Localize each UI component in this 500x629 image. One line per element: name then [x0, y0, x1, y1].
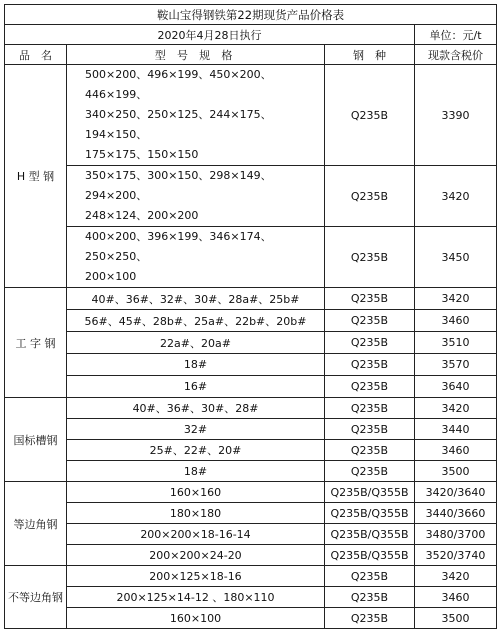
table-row — [5, 587, 497, 608]
table-row — [5, 482, 497, 503]
table-row — [5, 166, 497, 227]
grade-cell: Q235B — [325, 376, 415, 398]
price-cell: 3390 — [415, 65, 497, 166]
spec-cell: 200×200×18-16-14 — [67, 524, 325, 545]
spec-cell: 16# — [67, 376, 325, 398]
table-row — [5, 503, 497, 524]
spec-cell: 200×125×18-16 — [67, 566, 325, 587]
spec-line: 175×175、150×150 — [85, 148, 199, 161]
spec-cell — [67, 65, 325, 166]
spec-line: 500×200、496×199、450×200、446×199、 — [85, 68, 272, 101]
price-cell: 3440 — [415, 419, 497, 440]
table-row — [5, 608, 497, 629]
grade-cell: Q235B — [325, 227, 415, 288]
category-name: 不等边角钢 — [5, 566, 67, 629]
price-cell: 3460 — [415, 310, 497, 332]
category-name: H 型 钢 — [5, 65, 67, 288]
grade-cell: Q235B/Q355B — [325, 503, 415, 524]
spec-line: 400×200、396×199、346×174、250×250、 — [85, 230, 272, 263]
spec-cell: 56#、45#、28b#、25a#、22b#、20b# — [67, 310, 325, 332]
spec-cell — [67, 227, 325, 288]
spec-line: 248×124、200×200 — [85, 209, 199, 222]
table-row — [5, 288, 497, 310]
spec-line: 350×175、300×150、298×149、294×200、 — [85, 169, 272, 202]
grade-cell: Q235B — [325, 65, 415, 166]
grade-cell: Q235B — [325, 419, 415, 440]
grade-cell: Q235B — [325, 461, 415, 482]
price-cell: 3420 — [415, 398, 497, 419]
price-cell: 3450 — [415, 227, 497, 288]
spec-cell: 200×200×24-20 — [67, 545, 325, 566]
header-product-name: 品 名 — [5, 45, 67, 65]
table-row — [5, 310, 497, 332]
category-name: 国标槽钢 — [5, 398, 67, 482]
table-row — [5, 524, 497, 545]
price-cell: 3420 — [415, 288, 497, 310]
spec-cell: 32# — [67, 419, 325, 440]
price-cell: 3570 — [415, 354, 497, 376]
header-price: 现款含税价 — [415, 45, 497, 65]
grade-cell: Q235B/Q355B — [325, 482, 415, 503]
spec-cell: 18# — [67, 354, 325, 376]
spec-cell: 160×160 — [67, 482, 325, 503]
price-cell: 3500 — [415, 608, 497, 629]
price-cell: 3420/3640 — [415, 482, 497, 503]
sheet-title: 鞍山宝得钢铁第22期现货产品价格表 — [5, 5, 497, 25]
table-row — [5, 65, 497, 166]
header-steel-grade: 钢 种 — [325, 45, 415, 65]
spec-cell — [67, 166, 325, 227]
grade-cell: Q235B — [325, 288, 415, 310]
table-row — [5, 566, 497, 587]
grade-cell: Q235B — [325, 310, 415, 332]
price-cell: 3460 — [415, 440, 497, 461]
grade-cell: Q235B — [325, 398, 415, 419]
price-cell: 3460 — [415, 587, 497, 608]
table-row — [5, 545, 497, 566]
spec-line: 200×100 — [85, 270, 137, 283]
table-row — [5, 419, 497, 440]
grade-cell: Q235B — [325, 332, 415, 354]
header-spec: 型 号 规 格 — [67, 45, 325, 65]
price-cell: 3640 — [415, 376, 497, 398]
spec-line: 340×250、250×125、244×175、194×150、 — [85, 108, 272, 141]
grade-cell: Q235B/Q355B — [325, 545, 415, 566]
price-cell: 3420 — [415, 166, 497, 227]
spec-cell: 18# — [67, 461, 325, 482]
price-sheet — [4, 4, 496, 629]
grade-cell: Q235B — [325, 566, 415, 587]
spec-cell: 180×180 — [67, 503, 325, 524]
unit-label: 单位：元/t — [415, 25, 497, 45]
table-row — [5, 398, 497, 419]
grade-cell: Q235B — [325, 166, 415, 227]
table-row — [5, 376, 497, 398]
grade-cell: Q235B — [325, 440, 415, 461]
price-cell: 3510 — [415, 332, 497, 354]
grade-cell: Q235B — [325, 608, 415, 629]
spec-cell: 160×100 — [67, 608, 325, 629]
price-cell: 3500 — [415, 461, 497, 482]
price-table — [4, 4, 497, 629]
category-name: 工 字 钢 — [5, 288, 67, 398]
spec-cell: 22a#、20a# — [67, 332, 325, 354]
price-cell: 3520/3740 — [415, 545, 497, 566]
table-row — [5, 461, 497, 482]
spec-cell: 40#、36#、32#、30#、28a#、25b# — [67, 288, 325, 310]
table-row — [5, 440, 497, 461]
price-cell: 3440/3660 — [415, 503, 497, 524]
spec-cell: 40#、36#、30#、28# — [67, 398, 325, 419]
grade-cell: Q235B/Q355B — [325, 524, 415, 545]
table-row — [5, 227, 497, 288]
price-cell: 3420 — [415, 566, 497, 587]
price-cell: 3480/3700 — [415, 524, 497, 545]
table-row — [5, 354, 497, 376]
spec-cell: 200×125×14-12 、180×110 — [67, 587, 325, 608]
grade-cell: Q235B — [325, 587, 415, 608]
table-row — [5, 332, 497, 354]
spec-cell: 25#、22#、20# — [67, 440, 325, 461]
effective-date: 2020年4月28日执行 — [5, 25, 415, 45]
grade-cell: Q235B — [325, 354, 415, 376]
category-name: 等边角钢 — [5, 482, 67, 566]
